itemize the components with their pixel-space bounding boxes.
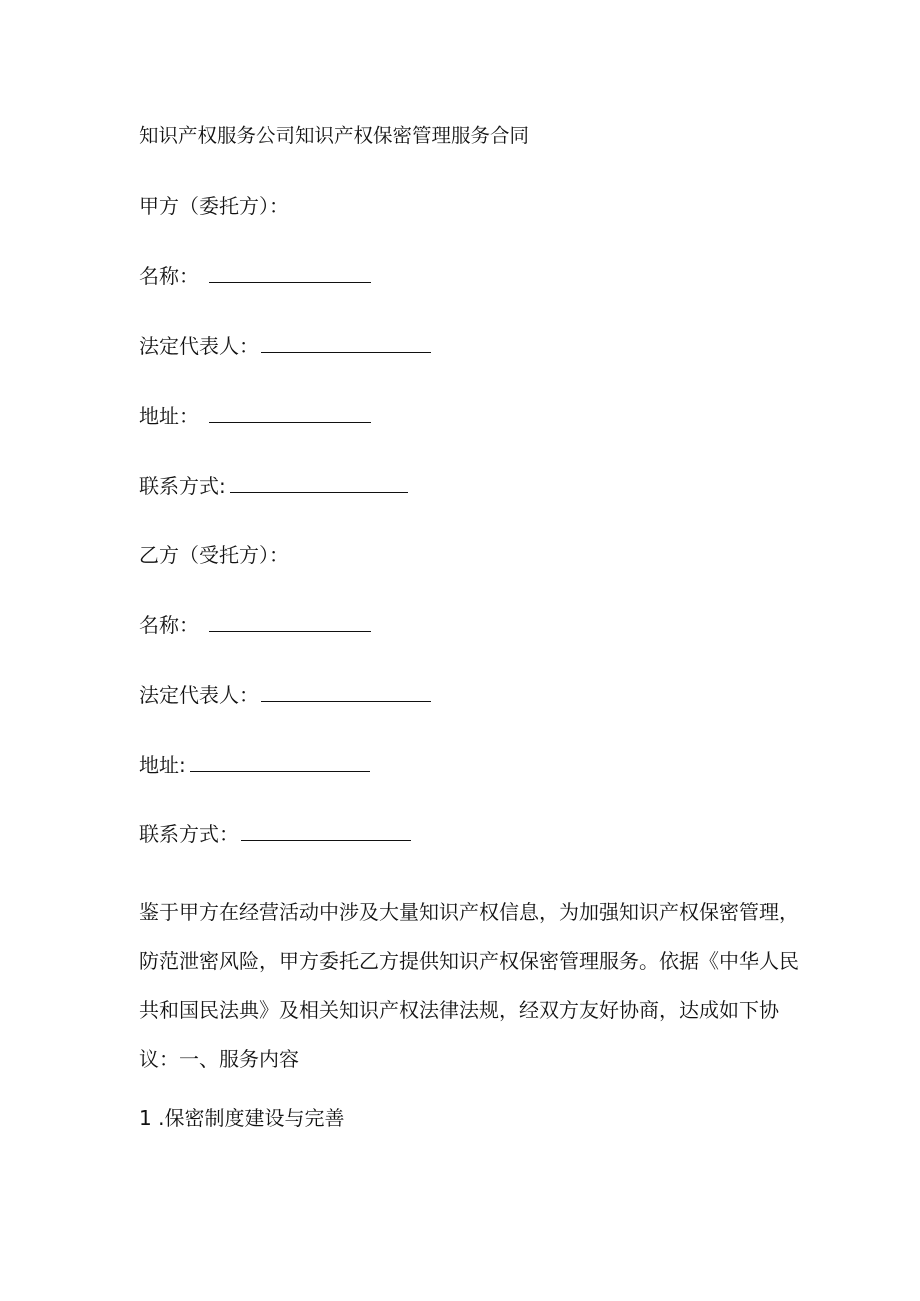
section-1-heading: 1 .保密制度建设与完善 [139,1106,345,1130]
party-b-contact-label: 联系方式： [139,822,239,846]
party-b-name-field[interactable] [209,613,371,632]
party-a-contact-label: 联系方式: [139,474,226,498]
party-b-address-field[interactable] [190,753,370,772]
party-a-heading: 甲方（委托方）： [139,194,289,218]
party-b-address-row [139,753,370,777]
party-a-rep-label: 法定代表人： [139,334,259,358]
party-b-heading: 乙方（受托方）： [139,543,289,567]
party-b-name-row [139,613,371,637]
preamble-paragraph: 鉴于甲方在经营活动中涉及大量知识产权信息，为加强知识产权保密管理，防范泄密风险，甲方委托乙方提供知识产权保密管理服务。依据《中华人民共和国民法典》及相关知识产权法律法规，经双方友好协商，达成如下协议：一、服务内容 [139,900,799,1071]
party-a-address-row [139,404,371,428]
party-b-contact-row [139,822,411,846]
party-b-rep-row [139,683,431,707]
party-b-name-label: 名称： [139,613,199,637]
party-b-rep-field[interactable] [261,683,431,702]
party-b-contact-field[interactable] [241,822,411,841]
party-b-rep-label: 法定代表人： [139,683,259,707]
party-a-contact-field[interactable] [230,474,408,493]
party-a-rep-field[interactable] [261,334,431,353]
party-a-name-label: 名称： [139,264,199,288]
party-b-address-label: 地址: [139,753,186,777]
party-a-rep-row [139,334,431,358]
party-a-address-label: 地址： [139,404,199,428]
document-title: 知识产权服务公司知识产权保密管理服务合同 [139,124,530,147]
party-a-contact-row [139,474,408,498]
party-a-address-field[interactable] [209,404,371,423]
party-a-name-field[interactable] [209,264,371,283]
party-a-name-row [139,264,371,288]
